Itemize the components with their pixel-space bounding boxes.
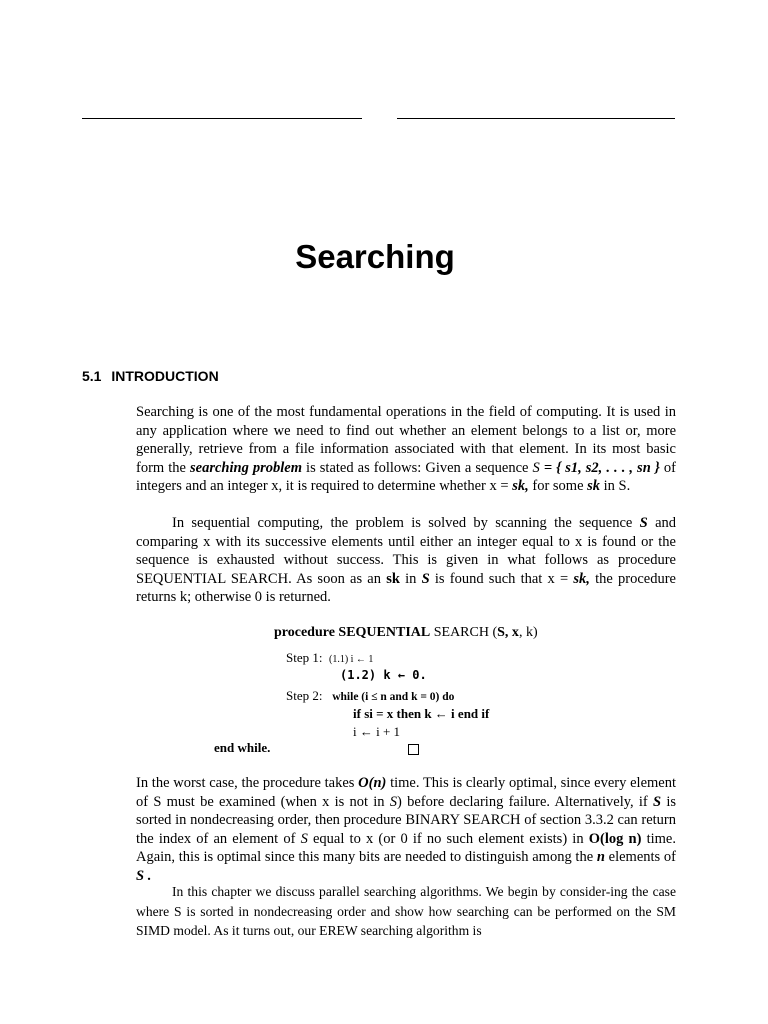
procedure-step-1: Step 1: (1.1) i ← 1 [286, 650, 374, 665]
section-number: 5.1 [82, 368, 102, 384]
procedure-title: procedure SEQUENTIAL SEARCH (S, x, k) [274, 625, 538, 640]
paragraph-intro: Searching is one of the most fundamental operations in the field of computing. It is used in any application where we need to find out whether an element belongs to a list or, more generally, retrieve from a file information associated with that element. In its most basic form the searching problem is stated as follows: Given a sequence S = { s1, s2, . . . , sn } of integers and an integer x, it is required to determine whether x = sk, for some sk in S. [136, 404, 676, 495]
section-title: INTRODUCTION [111, 368, 219, 384]
procedure-step-2: Step 2: while (i ≤ n and k = 0) do [286, 688, 455, 703]
chapter-title: Searching [295, 238, 455, 275]
procedure-if-line: if si = x then k ← i end if [353, 706, 490, 721]
header-rule-left [82, 118, 362, 119]
procedure-end-while: end while. [214, 740, 271, 755]
procedure-increment-line: i ← i + 1 [353, 724, 401, 739]
paragraph-worst-case: In the worst case, the procedure takes O(n) time. This is clearly optimal, since every element of S must be examined (when x is not in S) before declaring failure. Alternatively, if S is sorted in nondecreasing order, then procedure BINARY SEARCH of section 3.3.2 can return the index of an element of S equal to x (or 0 if no such element exists) in O(log n) time. Again, this is optimal since this many bits are needed to distinguish among the n elements of S . [136, 775, 677, 884]
paragraph-chapter-overview: In this chapter we discuss parallel searching algorithms. We begin by consider-ing the case where S is sorted in nondecreasing order and show how searching can be performed on the SM SIMD model. As it turns out, our EREW searching algorithm is [136, 884, 676, 938]
procedure-step-1-2: (1.2) k ← 0. [340, 668, 427, 682]
section-heading [82, 368, 219, 384]
header-rule-right [397, 118, 675, 119]
end-of-procedure-box [408, 744, 419, 755]
paragraph-sequential: In sequential computing, the problem is solved by scanning the sequence S and comparing x with its successive elements until either an integer equal to x is found or the sequence is exhausted without success. This is given in what follows as procedure SEQUENTIAL SEARCH. As soon as an sk in S is found such that x = sk, the procedure returns k; otherwise 0 is returned. [136, 515, 677, 606]
